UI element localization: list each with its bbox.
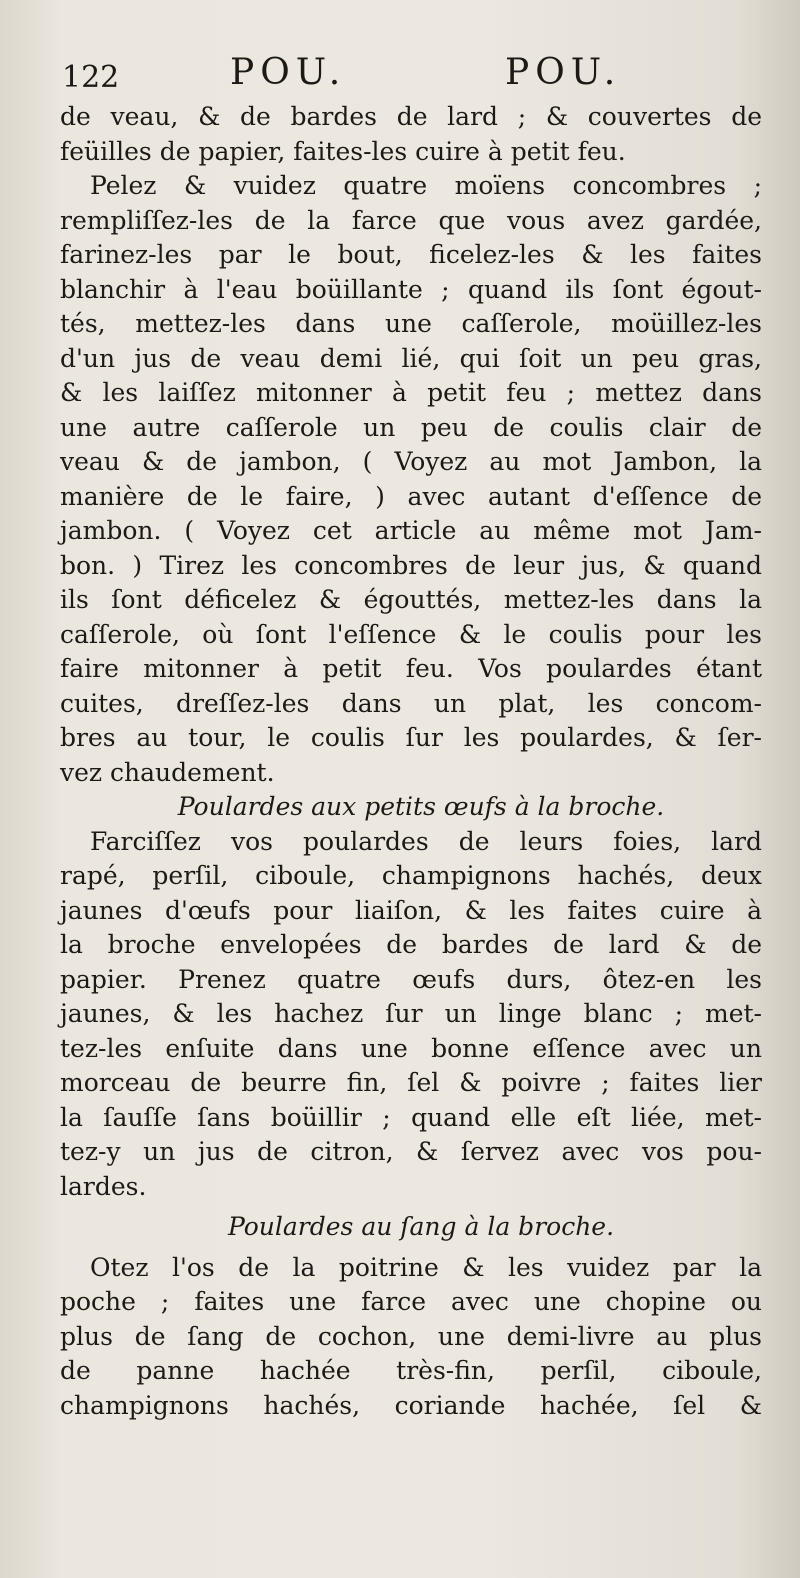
text-line: rapé, perſil, ciboule, champignons hachés, deux xyxy=(60,861,762,890)
text-line: rempliſſez-les de la farce que vous avez gardée, xyxy=(60,205,762,235)
text-line: farinez-les par le bout, ficelez-les & les faites xyxy=(60,240,762,269)
text-line: faire mitonner à petit feu. Vos poulardes étant xyxy=(60,654,762,683)
text-line: feüilles de papier, faites-les cuire à petit feu. xyxy=(60,136,626,166)
text-line: papier. Prenez quatre œufs durs, ôtez-en les xyxy=(60,964,762,994)
recipe-heading: Poulardes au ſang à la broche. xyxy=(227,1212,615,1241)
text-line: & les laiſſez mitonner à petit feu ; mettez dans xyxy=(60,378,762,407)
body-text xyxy=(60,100,762,1423)
text-line: veau & de jambon, ( Voyez au mot Jambon, la xyxy=(60,447,762,476)
text-line: tez-y un jus de citron, & ſervez avec vos pou- xyxy=(60,1137,762,1166)
text-line: de veau, & de bardes de lard ; & couvertes de xyxy=(60,102,762,131)
page-number: 122 xyxy=(62,60,120,95)
text-line: blanchir à l'eau boüillante ; quand ils ſont égout- xyxy=(60,274,762,304)
text-line: plus de ſang de cochon, une demi-livre au plus xyxy=(60,1321,762,1351)
text-line: Otez l'os de la poitrine & les vuidez par la xyxy=(90,1252,762,1282)
text-line: ils ſont déficelez & égouttés, mettez-les dans la xyxy=(60,585,762,614)
text-line: morceau de beurre fin, ſel & poivre ; faites lier xyxy=(60,1068,762,1097)
text-line: bon. ) Tirez les concombres de leur jus, & quand xyxy=(60,550,762,580)
text-line: jaunes, & les hachez ſur un linge blanc ; met- xyxy=(60,999,762,1028)
running-head-right: POU. xyxy=(505,52,622,93)
text-line: champignons hachés, coriande hachée, ſel & xyxy=(60,1390,762,1420)
text-line: tés, mettez-les dans une caſſerole, moüillez-les xyxy=(60,309,762,338)
text-line: cuites, dreſſez-les dans un plat, les concom- xyxy=(60,688,762,718)
text-line: bres au tour, le coulis ſur les poulardes, & ſer- xyxy=(60,723,762,752)
page-header xyxy=(60,52,760,98)
text-line: poche ; faites une farce avec une chopine ou xyxy=(60,1287,762,1316)
text-line: manière de le faire, ) avec autant d'eſſence de xyxy=(60,481,762,511)
text-line: la ſauſſe ſans boüillir ; quand elle eſt liée, met- xyxy=(60,1102,762,1132)
recipe-heading: Poulardes aux petits œufs à la broche. xyxy=(177,792,665,821)
text-line: jambon. ( Voyez cet article au même mot Jam- xyxy=(60,516,762,545)
text-line: lardes. xyxy=(60,1171,147,1201)
text-line: jaunes d'œufs pour liaiſon, & les faites cuire à xyxy=(60,895,762,925)
text-line: caſſerole, où ſont l'eſſence & le coulis pour les xyxy=(60,619,762,649)
text-line: Farciſſez vos poulardes de leurs foies, lard xyxy=(90,826,762,856)
text-line: tez-les enſuite dans une bonne eſſence avec un xyxy=(60,1033,762,1063)
text-line: vez chaudement. xyxy=(60,757,275,787)
text-line: Pelez & vuidez quatre moïens concombres ; xyxy=(90,171,762,200)
text-line: une autre caſſerole un peu de coulis clair de xyxy=(60,412,762,442)
running-head-left: POU. xyxy=(230,52,347,93)
text-line: de panne hachée très-fin, perſil, ciboule, xyxy=(60,1356,762,1385)
text-line: d'un jus de veau demi lié, qui ſoit un peu gras, xyxy=(60,343,762,373)
text-line: la broche envelopées de bardes de lard & de xyxy=(60,930,762,959)
